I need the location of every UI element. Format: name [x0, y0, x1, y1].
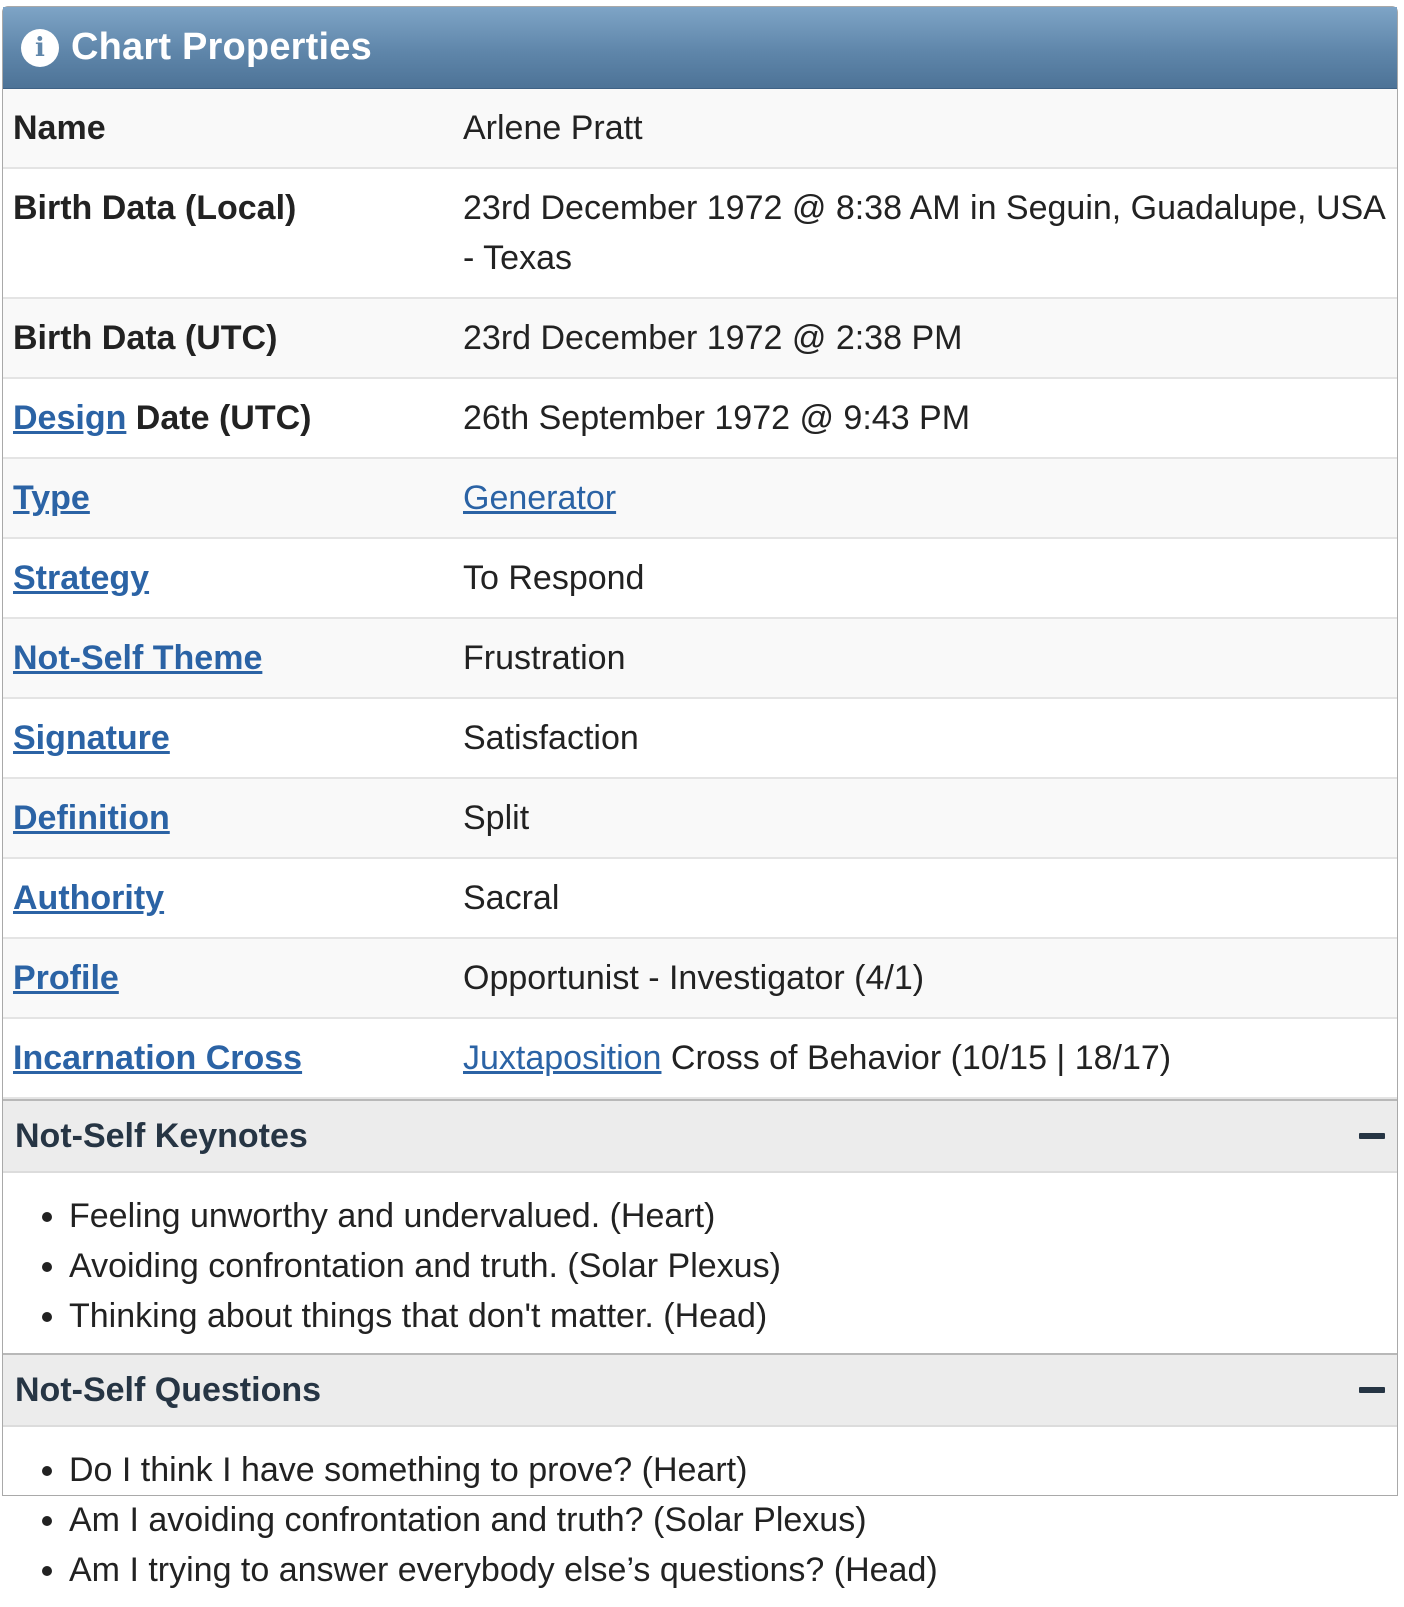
- type-link[interactable]: Type: [13, 479, 90, 517]
- property-label: [3, 938, 443, 1018]
- property-value: 23rd December 1972 @ 2:38 PM: [443, 298, 1397, 378]
- not-self-questions-list: [3, 1427, 1397, 1607]
- property-value-rest: Cross of Behavior (10/15 | 18/17): [661, 1039, 1172, 1077]
- list-item: • Do I think I have something to prove? (Heart): [69, 1445, 1397, 1495]
- table-row: [3, 698, 1397, 778]
- property-value: [443, 1018, 1397, 1098]
- signature-link[interactable]: Signature: [13, 719, 170, 757]
- list-item: • Thinking about things that don't matter. (Head): [69, 1291, 1397, 1341]
- property-value: Split: [443, 778, 1397, 858]
- property-value: [443, 458, 1397, 538]
- panel-title: Chart Properties: [71, 26, 372, 68]
- collapse-minus-icon[interactable]: [1359, 1133, 1385, 1139]
- property-label: [3, 618, 443, 698]
- property-value: Opportunist - Investigator (4/1): [443, 938, 1397, 1018]
- property-value: Frustration: [443, 618, 1397, 698]
- property-label: [3, 858, 443, 938]
- incarnation-cross-link[interactable]: Incarnation Cross: [13, 1039, 303, 1077]
- table-row: [3, 858, 1397, 938]
- property-value: Arlene Pratt: [443, 89, 1397, 168]
- info-icon: i: [21, 29, 59, 67]
- section-title: Not-Self Questions: [15, 1370, 322, 1409]
- list-item: • Feeling unworthy and undervalued. (Heart): [69, 1191, 1397, 1241]
- property-label: [3, 778, 443, 858]
- property-value: Satisfaction: [443, 698, 1397, 778]
- property-label: Birth Data (Local): [3, 168, 443, 298]
- table-row: [3, 938, 1397, 1018]
- authority-link[interactable]: Authority: [13, 879, 165, 917]
- definition-link[interactable]: Definition: [13, 799, 170, 837]
- not-self-questions-header[interactable]: [3, 1353, 1397, 1427]
- table-row: [3, 168, 1397, 298]
- table-row: [3, 89, 1397, 168]
- table-row: [3, 778, 1397, 858]
- table-row: [3, 618, 1397, 698]
- property-label: Birth Data (UTC): [3, 298, 443, 378]
- panel-header: [3, 7, 1397, 89]
- profile-link[interactable]: Profile: [13, 959, 119, 997]
- property-label: [3, 378, 443, 458]
- table-row: [3, 458, 1397, 538]
- not-self-keynotes-header[interactable]: [3, 1099, 1397, 1173]
- property-label: [3, 698, 443, 778]
- strategy-link[interactable]: Strategy: [13, 559, 150, 597]
- property-label: [3, 1018, 443, 1098]
- property-value: Sacral: [443, 858, 1397, 938]
- properties-table: [3, 89, 1397, 1099]
- table-row: [3, 538, 1397, 618]
- generator-link[interactable]: Generator: [463, 479, 617, 517]
- juxtaposition-link[interactable]: Juxtaposition: [463, 1039, 662, 1077]
- property-value: To Respond: [443, 538, 1397, 618]
- list-item: • Am I trying to answer everybody else’s questions? (Head): [69, 1545, 1397, 1595]
- table-row: [3, 1018, 1397, 1098]
- chart-properties-panel: [2, 6, 1398, 1589]
- not-self-keynotes-list: [3, 1173, 1397, 1353]
- property-label: [3, 538, 443, 618]
- property-label: [3, 458, 443, 538]
- table-row: [3, 378, 1397, 458]
- section-title: Not-Self Keynotes: [15, 1116, 308, 1155]
- table-row: [3, 298, 1397, 378]
- collapse-minus-icon[interactable]: [1359, 1387, 1385, 1393]
- list-item: • Am I avoiding confrontation and truth? (Solar Plexus): [69, 1495, 1397, 1545]
- not-self-theme-link[interactable]: Not-Self Theme: [13, 639, 263, 677]
- property-label: Name: [3, 89, 443, 168]
- property-value: 26th September 1972 @ 9:43 PM: [443, 378, 1397, 458]
- property-value: 23rd December 1972 @ 8:38 AM in Seguin, Guadalupe, USA - Texas: [443, 168, 1397, 298]
- list-item: • Avoiding confrontation and truth. (Solar Plexus): [69, 1241, 1397, 1291]
- design-link[interactable]: Design: [13, 399, 127, 437]
- property-label-rest: Date (UTC): [126, 399, 312, 437]
